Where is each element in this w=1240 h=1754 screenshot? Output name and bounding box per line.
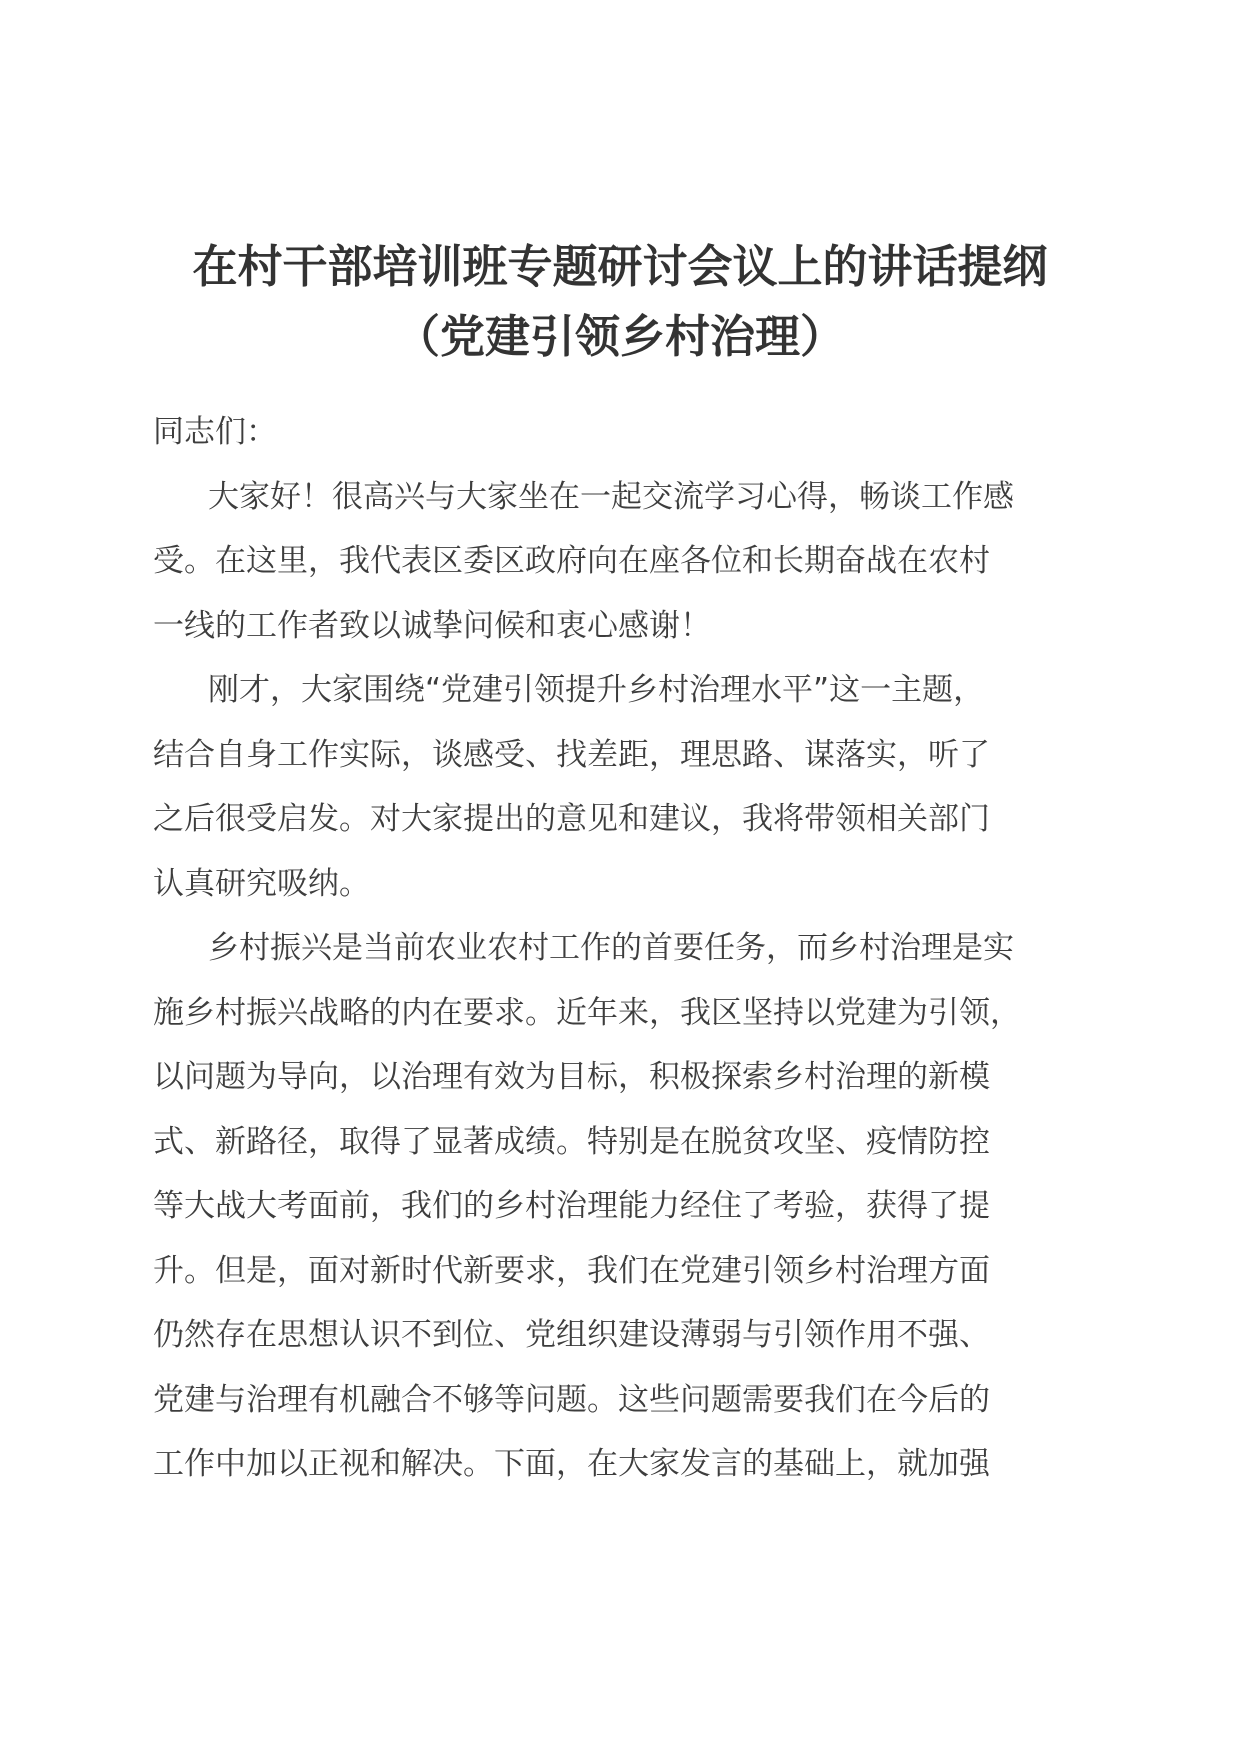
text-line: 工作中加以正视和解决。下面，在大家发言的基础上，就加强 bbox=[153, 1446, 990, 1482]
text-line: 之后很受启发。对大家提出的意见和建议，我将带领相关部门 bbox=[153, 801, 990, 837]
text-line: 等大战大考面前，我们的乡村治理能力经住了考验，获得了提 bbox=[153, 1188, 990, 1224]
text-line: 认真研究吸纳。 bbox=[153, 865, 370, 902]
text-line: 刚才，大家围绕“党建引领提升乡村治理水平”这一主题， bbox=[208, 672, 985, 708]
title-line-subtitle: （党建引领乡村治理） bbox=[394, 310, 845, 363]
text-line: 仍然存在思想认识不到位、党组织建设薄弱与引领作用不强、 bbox=[153, 1317, 990, 1353]
paragraph-rural-revitalization bbox=[153, 916, 1093, 1497]
text-line: 以问题为导向，以治理有效为目标，积极探索乡村治理的新模 bbox=[153, 1059, 990, 1095]
document-title bbox=[130, 232, 1110, 372]
salutation: 同志们： bbox=[153, 414, 277, 450]
paragraph-discussion bbox=[153, 658, 1093, 916]
text-line: 一线的工作者致以诚挚问候和衷心感谢！ bbox=[153, 607, 711, 644]
text-line: 大家好！很高兴与大家坐在一起交流学习心得，畅谈工作感 bbox=[208, 478, 1014, 515]
text-line: 乡村振兴是当前农业农村工作的首要任务，而乡村治理是实 bbox=[208, 930, 1014, 966]
document-body bbox=[153, 400, 1093, 1497]
paragraph-greeting bbox=[153, 465, 1093, 659]
text-line: 受。在这里，我代表区委区政府向在座各位和长期奋战在农村 bbox=[153, 543, 990, 579]
text-line: 施乡村振兴战略的内在要求。近年来，我区坚持以党建为引领， bbox=[153, 994, 1021, 1031]
text-line: 党建与治理有机融合不够等问题。这些问题需要我们在今后的 bbox=[153, 1381, 990, 1418]
text-line: 升。但是，面对新时代新要求，我们在党建引领乡村治理方面 bbox=[153, 1252, 990, 1289]
text-line: 式、新路径，取得了显著成绩。特别是在脱贫攻坚、疫情防控 bbox=[153, 1123, 990, 1160]
title-line-main: 在村干部培训班专题研讨会议上的讲话提纲 bbox=[192, 240, 1048, 293]
text-line: 结合自身工作实际，谈感受、找差距，理思路、谋落实，听了 bbox=[153, 736, 990, 773]
